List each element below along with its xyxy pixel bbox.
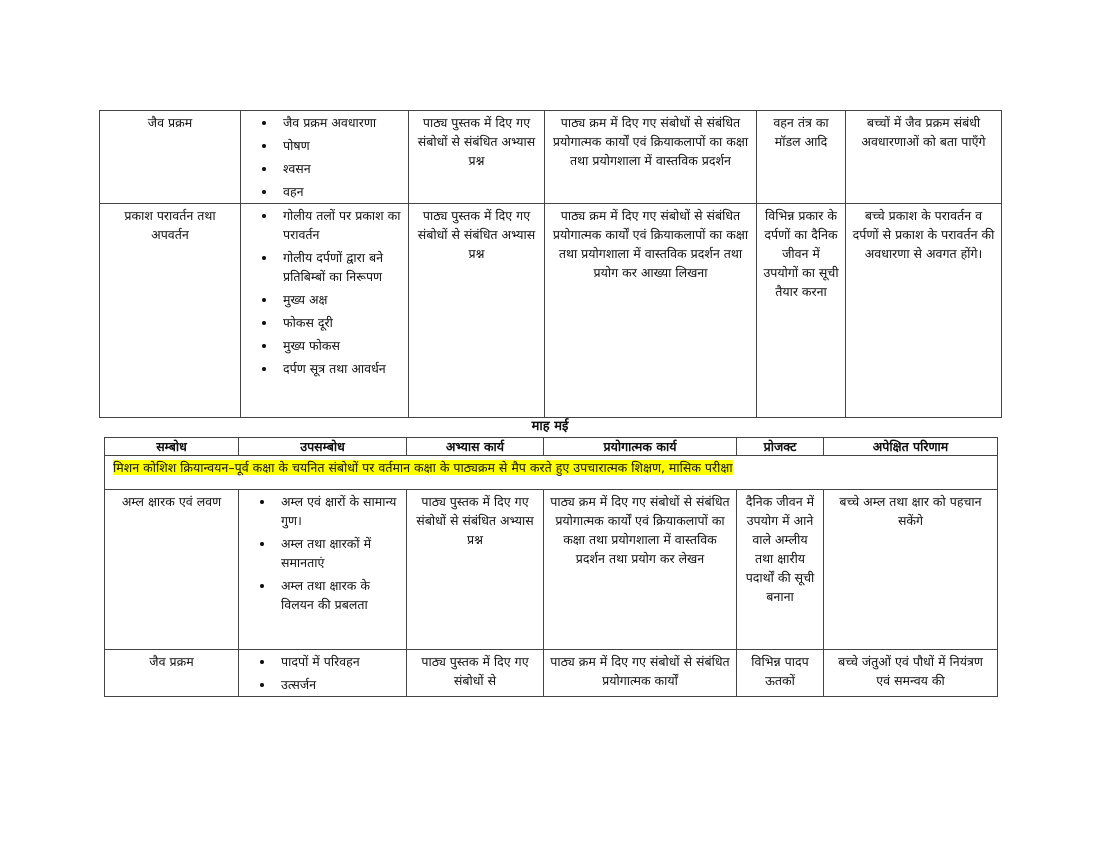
project-cell: दैनिक जीवन में उपयोग में आने वाले अम्लीय तथा क्षारीय पदार्थों की सूची बनाना <box>737 490 824 650</box>
table-row <box>100 204 1002 418</box>
list-item: • वहन <box>277 182 402 201</box>
list-item: • अम्ल एवं क्षारों के सामान्य गुण। <box>275 492 400 530</box>
practical-cell: पाठ्य क्रम में दिए गए संबोधों से संबंधित प्रयोगात्मक कार्यों <box>544 650 737 697</box>
project-cell: वहन तंत्र का मॉडल आदि <box>757 111 846 204</box>
curriculum-table-continued <box>99 110 1002 418</box>
mission-row <box>105 456 998 490</box>
mission-text: मिशन कोशिश क्रियान्वयन–पूर्व कक्षा के चयनित संबोधों पर वर्तमान कक्षा के पाठ्यक्रम से मैप करते हुए उपचारात्मक शिक्षण, मासिक परीक्षा <box>113 460 733 475</box>
outcome-cell: बच्चे जंतुओं एवं पौधों में नियंत्रण एवं समन्वय की <box>824 650 998 697</box>
column-header: प्रयोगात्मक कार्य <box>544 438 737 456</box>
outcome-cell: बच्चों में जैव प्रक्रम संबंधी अवधारणाओं को बता पाएँगे <box>846 111 1002 204</box>
exercise-cell: पाठ्य पुस्तक में दिए गए संबोधों से संबंधित अभ्यास प्रश्न <box>409 111 545 204</box>
exercise-cell: पाठ्य पुस्तक में दिए गए संबोधों से संबंधित अभ्यास प्रश्न <box>409 204 545 418</box>
list-item: • गोलीय तलों पर प्रकाश का परावर्तन <box>277 206 402 244</box>
outcome-cell: बच्चे प्रकाश के परावर्तन व दर्पणों से प्रकाश के परावर्तन की अवधारणा से अवगत होंगे। <box>846 204 1002 418</box>
list-item: • दर्पण सूत्र तथा आवर्धन <box>277 359 402 378</box>
list-item: • गोलीय दर्पणों द्वारा बने प्रतिबिम्बों का निरूपण <box>277 248 402 286</box>
curriculum-table-may <box>104 437 998 697</box>
list-item: • श्वसन <box>277 159 402 178</box>
list-item: • उत्सर्जन <box>275 675 400 694</box>
subtopics-cell <box>241 111 409 204</box>
column-header: उपसम्बोध <box>239 438 407 456</box>
topic-cell: जैव प्रक्रम <box>105 650 239 697</box>
outcome-cell: बच्चे अम्ल तथा क्षार को पहचान सकेंगे <box>824 490 998 650</box>
table-row <box>105 650 998 697</box>
list-item: • पोषण <box>277 136 402 155</box>
list-item: • फोकस दूरी <box>277 313 402 332</box>
project-cell: विभिन्न प्रकार के दर्पणों का दैनिक जीवन में उपयोगों का सूची तैयार करना <box>757 204 846 418</box>
topic-cell: अम्ल क्षारक एवं लवण <box>105 490 239 650</box>
month-label: माह मई <box>531 419 569 434</box>
practical-cell: पाठ्य क्रम में दिए गए संबोधों से संबंधित प्रयोगात्मक कार्यों एवं क्रियाकलापों का कक्षा तथा प्रयोगशाला में वास्तविक प्रदर्शन <box>545 111 757 204</box>
project-cell: विभिन्न पादप ऊतकों <box>737 650 824 697</box>
list-item: • अम्ल तथा क्षारक के विलयन की प्रबलता <box>275 576 400 614</box>
subtopics-cell <box>239 650 407 697</box>
topic-cell: जैव प्रक्रम <box>100 111 241 204</box>
column-header: अभ्यास कार्य <box>407 438 544 456</box>
table-row <box>100 111 1002 204</box>
exercise-cell: पाठ्य पुस्तक में दिए गए संबोधों से <box>407 650 544 697</box>
practical-cell: पाठ्य क्रम में दिए गए संबोधों से संबंधित प्रयोगात्मक कार्यों एवं क्रियाकलापों का कक्षा तथा प्रयोगशाला में वास्तविक प्रदर्शन तथा प्रयोग कर लेखन <box>544 490 737 650</box>
list-item: • जैव प्रक्रम अवधारणा <box>277 113 402 132</box>
table-row <box>105 490 998 650</box>
subtopics-cell <box>239 490 407 650</box>
subtopics-cell <box>241 204 409 418</box>
list-item: • पादपों में परिवहन <box>275 652 400 671</box>
column-header: प्रोजक्ट <box>737 438 824 456</box>
table-header-row <box>105 438 998 456</box>
topic-cell: प्रकाश परावर्तन तथा अपवर्तन <box>100 204 241 418</box>
practical-cell: पाठ्य क्रम में दिए गए संबोधों से संबंधित प्रयोगात्मक कार्यों एवं क्रियाकलापों का कक्षा तथा प्रयोगशाला में वास्तविक प्रदर्शन तथा प्रयोग कर आख्या लिखना <box>545 204 757 418</box>
mission-cell <box>105 456 998 490</box>
column-header: अपेक्षित परिणाम <box>824 438 998 456</box>
column-header: सम्बोध <box>105 438 239 456</box>
list-item: • मुख्य फोकस <box>277 336 402 355</box>
exercise-cell: पाठ्य पुस्तक में दिए गए संबोधों से संबंधित अभ्यास प्रश्न <box>407 490 544 650</box>
list-item: • मुख्य अक्ष <box>277 290 402 309</box>
list-item: • अम्ल तथा क्षारकों में समानताएं <box>275 534 400 572</box>
